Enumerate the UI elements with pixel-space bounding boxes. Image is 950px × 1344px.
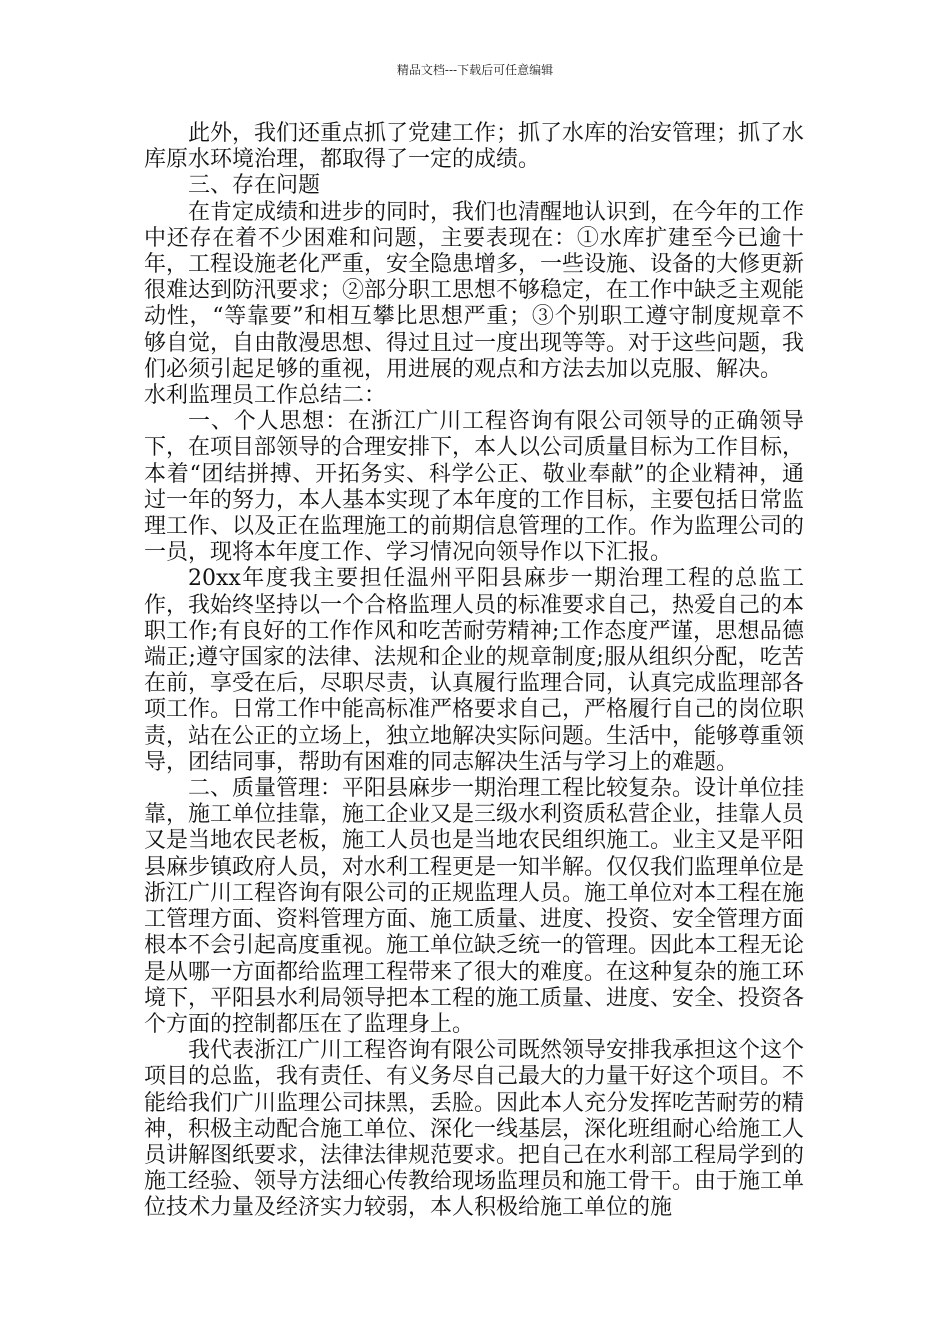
paragraph: 我代表浙江广川工程咨询有限公司既然领导安排我承担这个这个项目的总监，我有责任、有义务尽自己最大的力量干好这个项目。不能给我们广川监理公司抹黑，丢脸。因此本人充分发挥吃苦耐劳的精神，积极主动配合施工单位、深化一线基层，深化班组耐心给施工人员讲解图纸要求，法律法律规范要求。把自己在水利部工程局学到的施工经验、领导方法细心传教给现场监理员和施工骨干。由于施工单位技术力量及经济实力较弱，本人积极给施工单位的施 [144, 1038, 805, 1221]
document-subtitle: 水利监理员工作总结二： [144, 383, 387, 409]
paragraph: 一、个人思想：在浙江广川工程咨询有限公司领导的正确领导下，在项目部领导的合理安排下，本人以公司质量目标为工作目标，本着“团结拼搏、开拓务实、科学公正、敬业奉献”的企业精神，通过一年的努力，本人基本实现了本年度的工作目标，主要包括日常监理工作、以及正在监理施工的前期信息管理的工作。作为监理公司的一员，现将本年度工作、学习情况向领导作以下汇报。 [144, 409, 805, 566]
paragraph: 此外，我们还重点抓了党建工作；抓了水库的治安管理；抓了水库原水环境治理，都取得了一定的成绩。 [144, 121, 805, 173]
document-body [144, 121, 804, 1222]
paragraph: 在肯定成绩和进步的同时，我们也清醒地认识到，在今年的工作中还存在着不少困难和问题，主要表现在：①水库扩建至今已逾十年，工程设施老化严重，安全隐患增多，一些设施、设备的大修更新很难达到防汛要求；②部分职工思想不够稳定，在工作中缺乏主观能动性，“等靠要”和相互攀比思想严重；③个别职工遵守制度规章不够自觉，自由散漫思想、得过且过一度出现等等。对于这些问题，我们必须引起足够的重视，用进展的观点和方法去加以克服、解决。 [144, 199, 805, 382]
section-heading: 三、存在问题 [188, 173, 321, 199]
page-header: 精品文档---下载后可任意编辑 [396, 63, 554, 77]
paragraph: 二、质量管理：平阳县麻步一期治理工程比较复杂。设计单位挂靠，施工单位挂靠，施工企业又是三级水利资质私营企业，挂靠人员又是当地农民老板，施工人员也是当地农民组织施工。业主又是平阳县麻步镇政府人员，对水利工程更是一知半解。仅仅我们监理单位是浙江广川工程咨询有限公司的正规监理人员。施工单位对本工程在施工管理方面、资料管理方面、施工质量、进度、投资、安全管理方面根本不会引起高度重视。施工单位缺乏统一的管理。因此本工程无论是从哪一方面都给监理工程带来了很大的难度。在这种复杂的施工环境下，平阳县水利局领导把本工程的施工质量、进度、安全、投资各个方面的控制都压在了监理身上。 [144, 776, 805, 1037]
paragraph: 20xx年度我主要担任温州平阳县麻步一期治理工程的总监工作，我始终坚持以一个合格监理人员的标准要求自己，热爱自己的本职工作;有良好的工作作风和吃苦耐劳精神;工作态度严谨，思想品德端正;遵守国家的法律、法规和企业的规章制度;服从组织分配，吃苦在前，享受在后，尽职尽责，认真履行监理合同，认真完成监理部各项工作。日常工作中能高标准严格要求自己，严格履行自己的岗位职责，站在公正的立场上，独立地解决实际问题。生活中，能够尊重领导，团结同事，帮助有困难的同志解决生活与学习上的难题。 [144, 566, 805, 775]
